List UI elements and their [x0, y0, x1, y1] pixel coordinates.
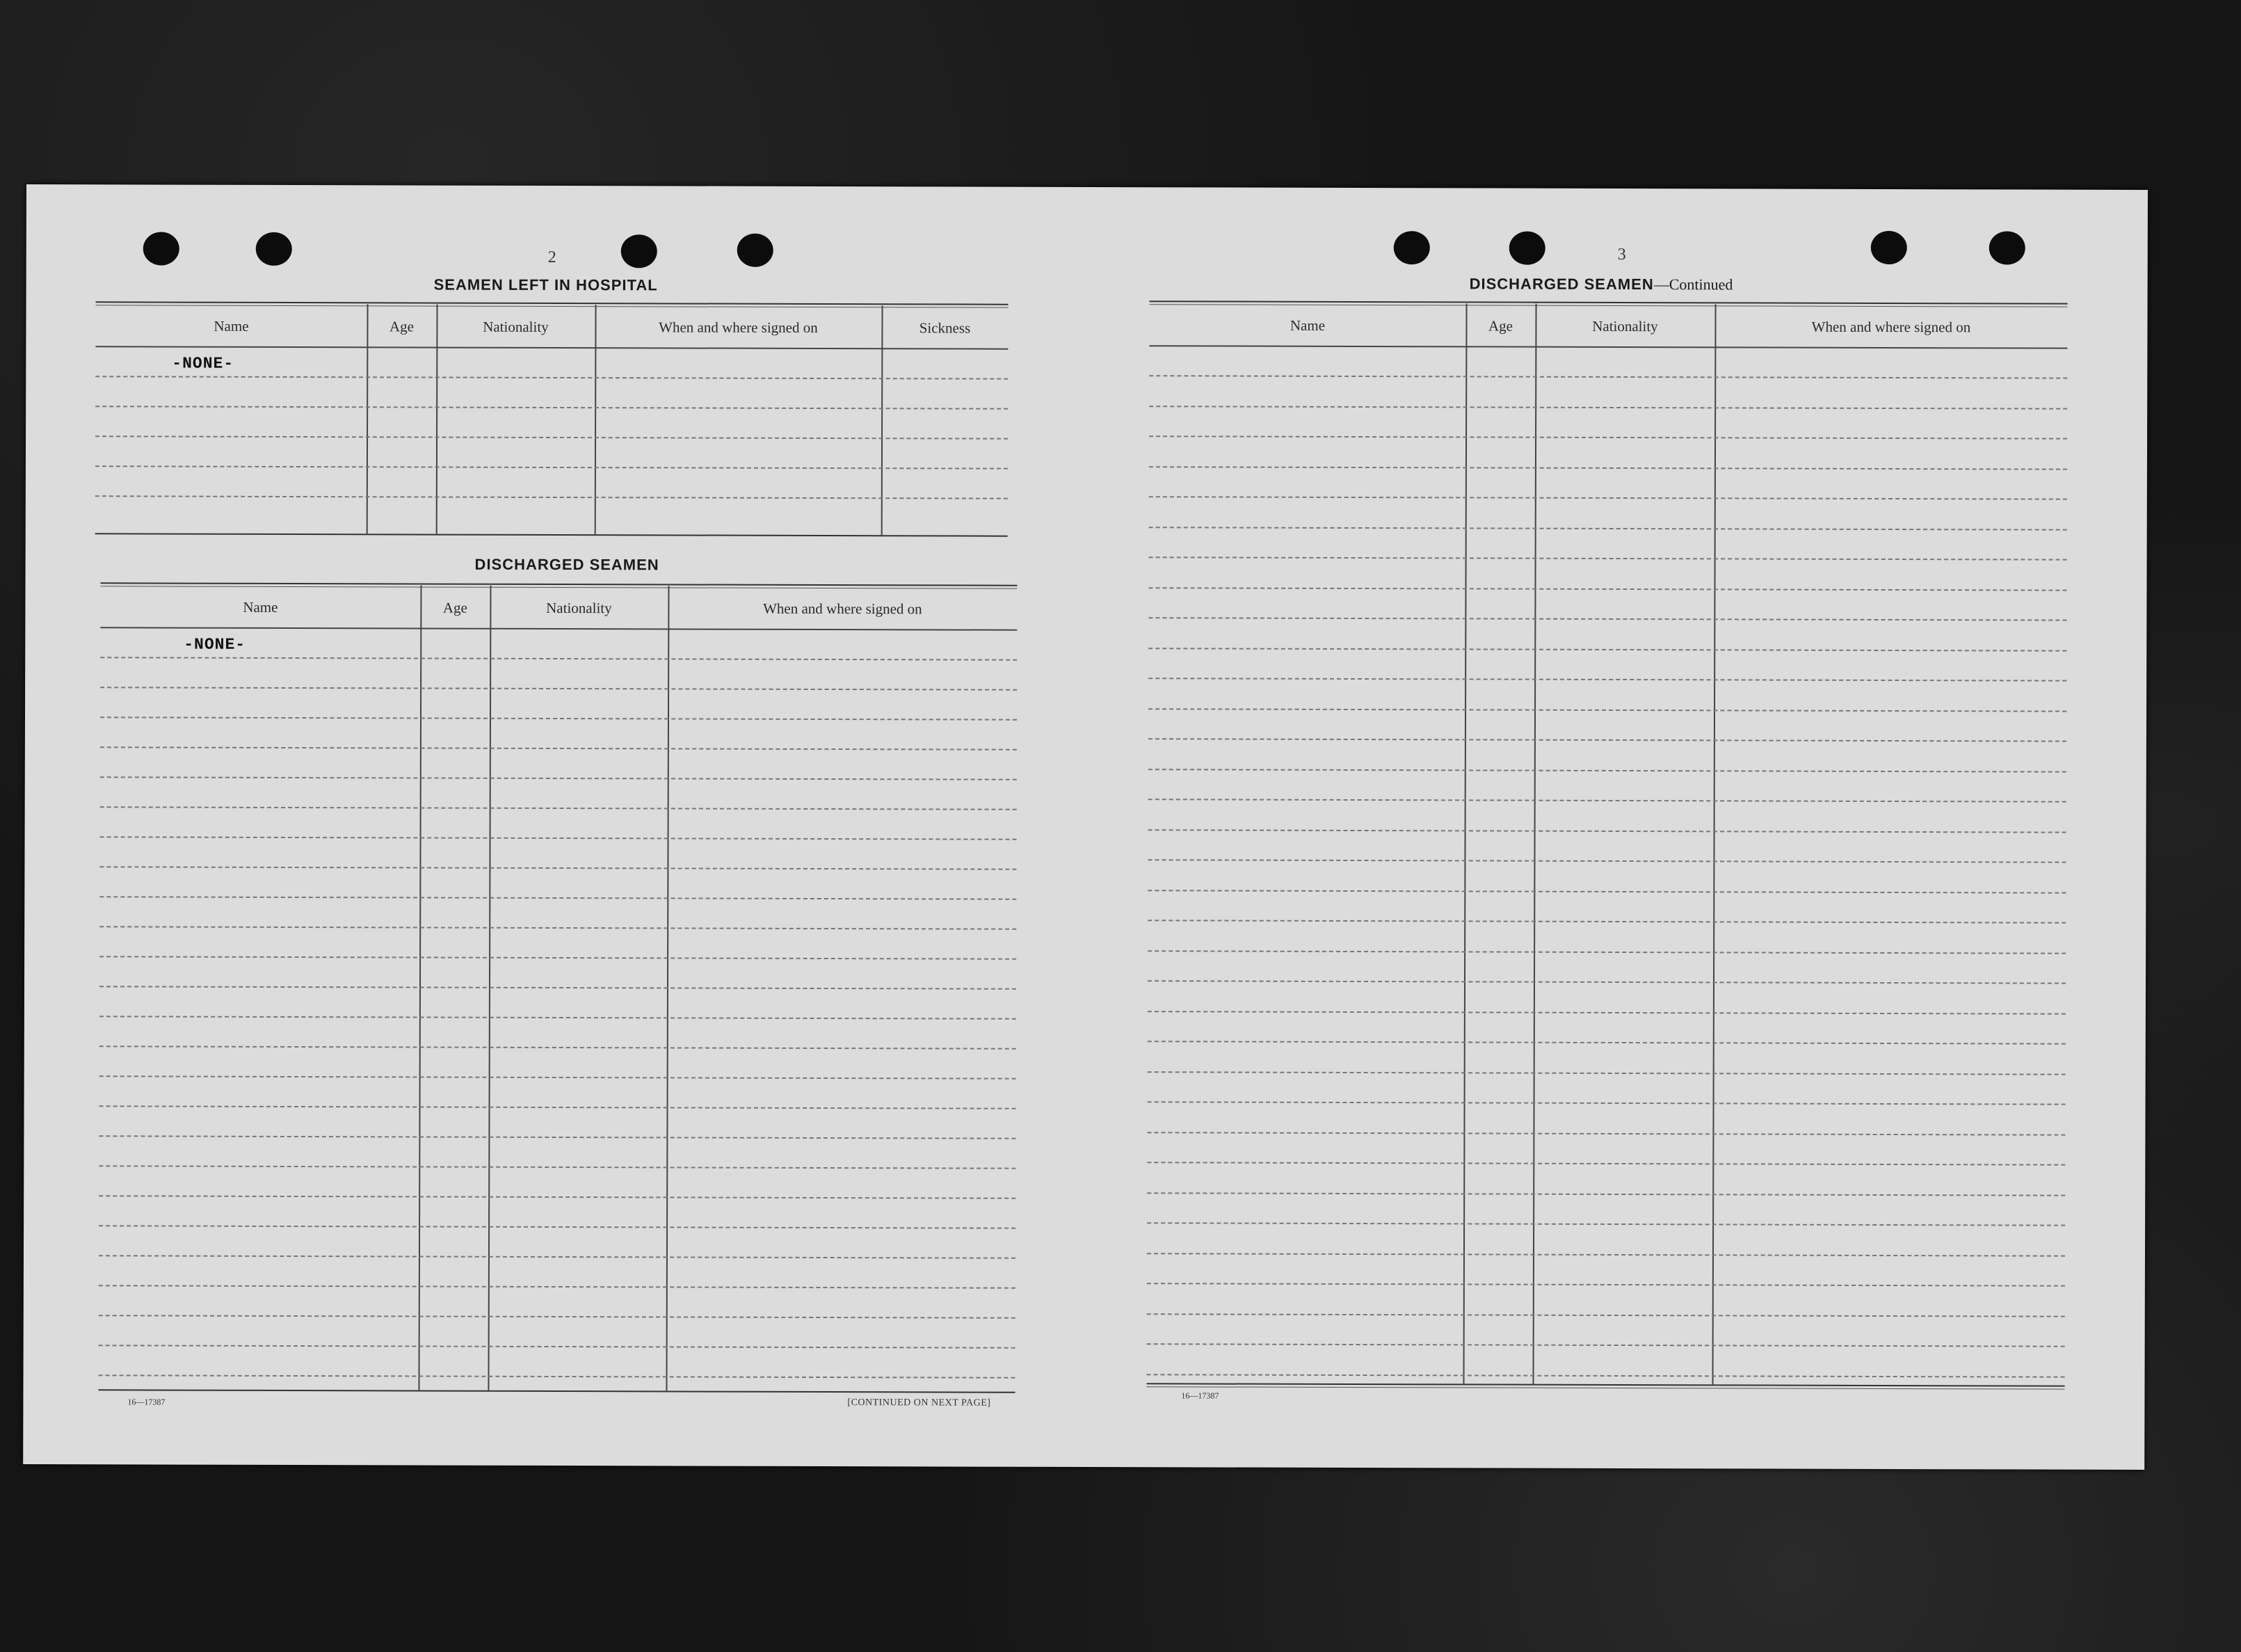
- column-header-signed-on: When and where signed on: [1811, 318, 1971, 335]
- hospital-table: [95, 301, 1009, 540]
- row-rule: [100, 716, 1017, 720]
- hospital-none-entry: -NONE-: [172, 354, 234, 373]
- column-divider: [881, 305, 883, 535]
- row-rule: [1148, 677, 2066, 681]
- page-number: 2: [547, 248, 556, 266]
- row-rule: [100, 746, 1017, 750]
- hospital-title: SEAMEN LEFT IN HOSPITAL: [433, 275, 658, 294]
- discharged-continued-title: [1470, 275, 1733, 294]
- row-rule: [1147, 1253, 2065, 1256]
- row-rule: [99, 1135, 1015, 1139]
- row-rule: [99, 1075, 1016, 1079]
- row-rule: [1148, 1011, 2066, 1014]
- row-rule: [99, 926, 1016, 929]
- row-rule: [99, 1255, 1015, 1258]
- row-rule: [95, 465, 1008, 469]
- row-rule: [1148, 1101, 2066, 1105]
- right-page: [1084, 187, 2148, 1470]
- row-rule: [1147, 1313, 2065, 1317]
- row-rule: [99, 986, 1016, 989]
- row-rule: [1148, 799, 2066, 802]
- discharged-none-entry: -NONE-: [184, 635, 246, 654]
- row-rule: [1149, 556, 2067, 560]
- row-rule: [1149, 466, 2067, 470]
- header-rule: [1149, 345, 2067, 348]
- row-rule: [1149, 406, 2067, 409]
- row-rule: [99, 896, 1016, 899]
- row-rule: [1148, 769, 2066, 772]
- column-divider: [595, 305, 597, 534]
- row-rule: [1148, 587, 2066, 591]
- row-rule: [1148, 890, 2066, 893]
- form-number: 16—17387: [1181, 1390, 1219, 1401]
- discharged-title: DISCHARGED SEAMEN: [474, 555, 659, 574]
- row-rule: [100, 776, 1017, 780]
- discharged-table: [98, 582, 1017, 1398]
- column-header-age: Age: [389, 317, 414, 335]
- table-bottom-rule: [95, 533, 1008, 536]
- row-rule: [1147, 1192, 2065, 1196]
- discharged-title-continued: —Continued: [1653, 275, 1733, 294]
- row-rule: [1148, 1041, 2066, 1044]
- discharged-title-main: DISCHARGED SEAMEN: [1469, 275, 1654, 294]
- row-rule: [99, 1045, 1016, 1049]
- row-rule: [1148, 738, 2066, 741]
- row-rule: [100, 657, 1017, 660]
- row-rule: [95, 435, 1008, 439]
- row-rule: [1147, 1374, 2065, 1377]
- row-rule: [99, 1105, 1016, 1109]
- row-rule: [99, 956, 1016, 959]
- row-rule: [95, 376, 1008, 379]
- row-rule: [1148, 648, 2066, 651]
- row-rule: [1147, 1343, 2065, 1347]
- row-rule: [1149, 496, 2067, 499]
- row-rule: [1148, 708, 2066, 712]
- row-rule: [1148, 950, 2066, 954]
- form-number: 16—17387: [127, 1397, 166, 1407]
- column-header-nationality: Nationality: [1592, 317, 1658, 335]
- row-rule: [100, 687, 1017, 690]
- header-rule: [100, 627, 1017, 630]
- column-header-sickness: Sickness: [919, 319, 971, 337]
- discharged-continued-table: [1146, 300, 2067, 1388]
- row-rule: [1148, 980, 2066, 984]
- header-rule: [95, 346, 1008, 349]
- row-rule: [1147, 1162, 2065, 1165]
- row-rule: [99, 1285, 1015, 1288]
- row-rule: [99, 1195, 1015, 1198]
- continued-note: [CONTINUED ON NEXT PAGE]: [847, 1397, 991, 1409]
- row-rule: [1149, 375, 2067, 378]
- row-rule: [99, 1315, 1015, 1318]
- table-top-rule: [1150, 300, 2068, 307]
- row-rule: [1148, 617, 2066, 620]
- row-rule: [1149, 527, 2067, 530]
- row-rule: [100, 806, 1017, 810]
- row-rule: [1147, 1222, 2065, 1226]
- column-divider: [367, 304, 369, 534]
- column-header-age: Age: [1488, 317, 1513, 335]
- table-bottom-rule: [1146, 1383, 2064, 1389]
- column-header-nationality: Nationality: [483, 318, 549, 335]
- column-divider: [1712, 304, 1716, 1384]
- row-rule: [99, 1345, 1015, 1348]
- row-rule: [99, 866, 1016, 869]
- row-rule: [1148, 829, 2066, 833]
- row-rule: [95, 406, 1008, 409]
- column-header-signed-on: When and where signed on: [763, 600, 922, 617]
- row-rule: [1148, 920, 2066, 923]
- row-rule: [99, 1374, 1015, 1378]
- left-page: [23, 184, 1087, 1467]
- row-rule: [99, 1016, 1016, 1019]
- row-rule: [1147, 1132, 2065, 1135]
- column-header-age: Age: [442, 599, 467, 616]
- column-header-name: Name: [1290, 316, 1326, 334]
- table-bottom-rule: [98, 1389, 1015, 1393]
- row-rule: [1148, 1071, 2066, 1075]
- column-header-name: Name: [243, 598, 278, 616]
- row-rule: [99, 1225, 1015, 1228]
- row-rule: [1148, 859, 2066, 863]
- document-sheet: [23, 184, 2148, 1470]
- column-header-name: Name: [214, 317, 249, 335]
- row-rule: [1147, 1283, 2065, 1286]
- table-top-rule: [96, 301, 1009, 307]
- column-header-nationality: Nationality: [546, 599, 612, 616]
- row-rule: [99, 1165, 1015, 1169]
- page-number: 3: [1617, 245, 1626, 264]
- row-rule: [95, 495, 1008, 499]
- table-top-rule: [100, 582, 1017, 588]
- column-divider: [1532, 304, 1536, 1384]
- column-divider: [1463, 303, 1467, 1384]
- row-rule: [100, 836, 1017, 840]
- row-rule: [1149, 435, 2067, 439]
- column-divider: [436, 305, 438, 534]
- column-header-signed-on: When and where signed on: [659, 318, 818, 336]
